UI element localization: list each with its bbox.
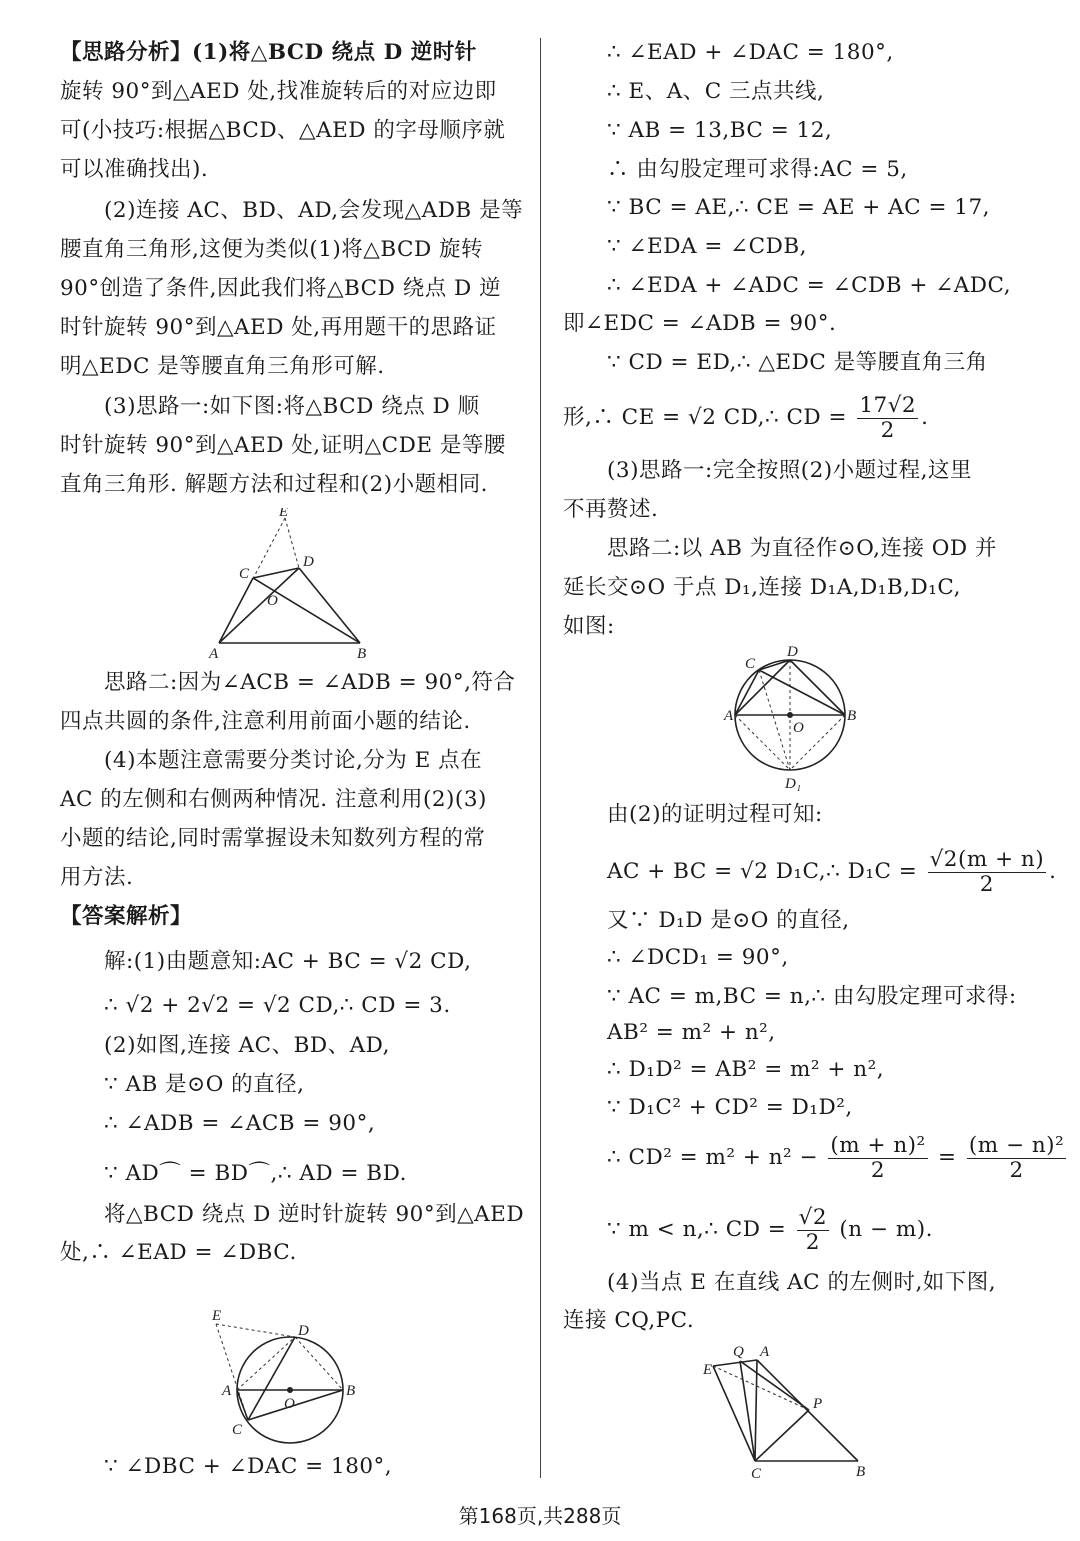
text-line: ∵ BC = AE,∴ CE = AE + AC = 17, [607,195,990,220]
text-line-with-fraction: 形,∴ CE = √2 CD,∴ CD = $\frac{17√2}{2}$ . [563,392,929,443]
text-line: ∵ AD⌒ = BD⌒,∴ AD = BD. [104,1161,407,1186]
text-line: 时针旋转 90°到△AED 处,证明△CDE 是等腰 [60,433,506,458]
point-label-a: A [724,708,734,724]
point-label-b: B [346,1383,356,1399]
text-line: (3)思路一:完全按照(2)小题过程,这里 [607,458,972,483]
point-label-e: E [212,1308,222,1324]
text-line: 不再赘述. [563,497,659,522]
text-line: 可(小技巧:根据△BCD、△AED 的字母顺序就 [60,118,506,143]
text-line: ∵ ∠EDA = ∠CDB, [607,234,808,259]
text-line: 连接 CQ,PC. [563,1308,695,1333]
text-line: 直角三角形. 解题方法和过程和(2)小题相同. [60,472,488,497]
point-label-o: O [267,593,278,609]
page-footer: 第168页,共288页 [458,1504,622,1528]
text-line: 用方法. [60,865,134,890]
text-line: 由(2)的证明过程可知: [607,802,823,827]
point-label-d: D [787,644,798,660]
fraction: $\frac{\text{(m + n)²}}{2}$ [830,1132,926,1183]
text-line: ∴ ∠DCD₁ = 90°, [607,945,789,970]
text-line: 腰直角三角形,这便为类似(1)将△BCD 旋转 [60,237,484,262]
text-line: (4)当点 E 在直线 AC 的左侧时,如下图, [607,1270,997,1295]
text-line: 又∵ D₁D 是⊙O 的直径, [607,908,850,933]
text-line: ∵ CD = ED,∴ △EDC 是等腰直角三角 [607,350,988,375]
text-line: AC 的左侧和右侧两种情况. 注意利用(2)(3) [60,787,487,812]
text-line: 旋转 90°到△AED 处,找准旋转后的对应边即 [60,79,497,104]
text-line: (2)连接 AC、BD、AD,会发现△ADB 是等 [104,198,524,223]
figure-rotation-triangle [205,508,385,662]
text-line: 可以准确找出). [60,157,209,182]
text-line: 延长交⊙O 于点 D₁,连接 D₁A,D₁B,D₁C, [563,575,961,600]
point-label-b: B [357,646,367,658]
text-line: 处,∴ ∠EAD = ∠DBC. [60,1240,297,1265]
figure-circle-rotation [200,1274,380,1458]
point-label-c: C [239,566,250,582]
point-label-o: O [284,1396,295,1412]
text-line: ∵ AB = 13,BC = 12, [607,118,833,143]
fraction: $\frac{17√2}{2}$ [859,392,917,443]
text-line: AB² = m² + n², [607,1020,776,1045]
text-line: ∵ ∠DBC + ∠DAC = 180°, [104,1454,393,1479]
text-line: 时针旋转 90°到△AED 处,再用题干的思路证 [60,315,497,340]
figure-inscribed-circle [723,642,873,796]
column-divider [540,38,541,1478]
text-line: ∴ ∠EDA + ∠ADC = ∠CDB + ∠ADC, [607,273,1012,298]
point-label-c: C [745,656,756,672]
point-label-d: D [298,1323,309,1339]
text-line: 解:(1)由题意知:AC + BC = √2 CD, [104,949,472,974]
point-label-o: O [793,720,804,736]
point-label-c: C [232,1422,243,1438]
point-label-d1: D₁ [785,776,802,792]
text-line: ∵ D₁C² + CD² = D₁D², [607,1095,853,1120]
text-line: 【思路分析】(1)将△BCD 绕点 D 逆时针 [60,40,477,65]
point-label-d: D [303,554,314,570]
text-line: 小题的结论,同时需掌握设未知数列方程的常 [60,826,486,851]
text-line: 思路二:因为∠ACB = ∠ADB = 90°,符合 [104,670,516,695]
point-label-c: C [751,1466,762,1478]
fraction: $\frac{√2(m + n)}{2}$ [929,846,1045,897]
text-line: ∴ √2 + 2√2 = √2 CD,∴ CD = 3. [104,993,451,1018]
point-label-b: B [847,708,857,724]
text-line: 明△EDC 是等腰直角三角形可解. [60,354,385,379]
text-line-with-fraction: ∵ m < n,∴ CD = $\frac{√2}{2}$ (n − m). [607,1204,933,1255]
section-heading: 【答案解析】 [60,904,193,929]
text-line: 将△BCD 绕点 D 逆时针旋转 90°到△AED [104,1202,525,1227]
text-line: (4)本题注意需要分类讨论,分为 E 点在 [104,748,483,773]
point-label-b: B [856,1464,866,1478]
text-line: ∵ AC = m,BC = n,∴ 由勾股定理可求得: [607,984,1017,1009]
point-label-a: A [222,1383,232,1399]
text-line: (2)如图,连接 AC、BD、AD, [104,1033,390,1058]
point-label-e: E [703,1362,713,1378]
text-line: ∵ AB 是⊙O 的直径, [104,1072,305,1097]
text-line: 思路二:以 AB 为直径作⊙O,连接 OD 并 [607,536,997,561]
fraction: $\frac{\text{(m − n)²}}{2}$ [968,1132,1065,1183]
text-line: 四点共圆的条件,注意利用前面小题的结论. [60,709,471,734]
text-line-with-fraction: AC + BC = √2 D₁C,∴ D₁C = $\frac{√2(m + n)}{2}$ . [607,846,1057,897]
text-line: 如图: [563,614,615,639]
figure-quadrilateral [703,1338,878,1482]
point-label-e: E [279,508,289,520]
text-line: ∴ D₁D² = AB² = m² + n², [607,1057,885,1082]
text-line: 即∠EDC = ∠ADB = 90°. [563,311,837,336]
text-line: ∴ 由勾股定理可求得:AC = 5, [607,157,908,182]
text-line: ∴ E、A、C 三点共线, [607,79,825,104]
point-label-a: A [760,1344,770,1360]
text-line: 90°创造了条件,因此我们将△BCD 绕点 D 逆 [60,276,502,301]
point-label-p: P [813,1396,823,1412]
point-label-q: Q [733,1344,744,1360]
text-line: (3)思路一:如下图:将△BCD 绕点 D 顺 [104,394,480,419]
text-line: ∴ ∠EAD + ∠DAC = 180°, [607,40,894,65]
point-label-a: A [209,646,219,658]
text-line-with-fraction: ∴ CD² = m² + n² − $\frac{\text{(m + n)²}}{2}$ = $\frac{\text{(m − n)²}}{2}$ [607,1132,1065,1183]
fraction: $\frac{√2}{2}$ [798,1204,828,1255]
text-line: ∴ ∠ADB = ∠ACB = 90°, [104,1111,376,1136]
